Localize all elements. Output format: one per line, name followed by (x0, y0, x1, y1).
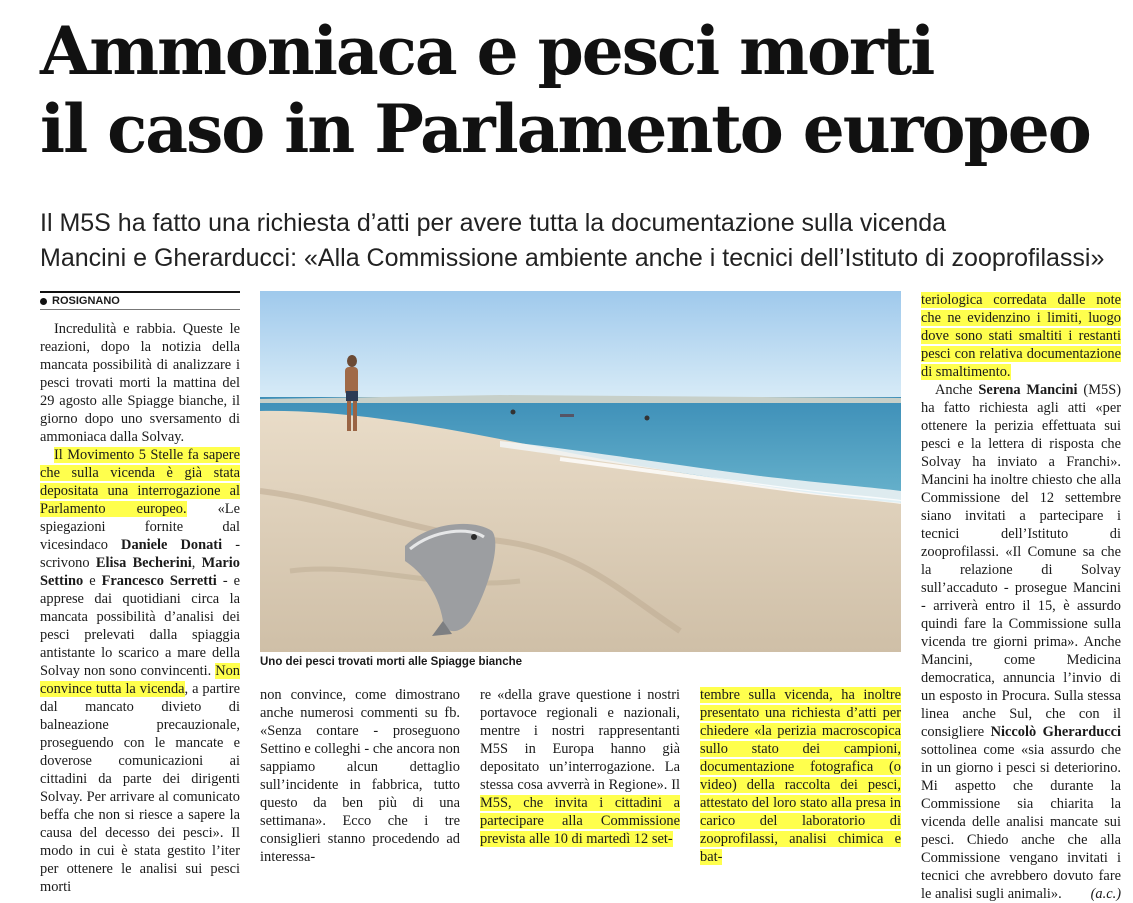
photo-caption: Uno dei pesci trovati morti alle Spiagge bianche (260, 656, 523, 668)
highlighted-text: teriologica corredata dalle note che ne evidenzino i limiti, luogo dove sono stati smaltiti i restanti pesci con relativa documentazione di smaltimento. (921, 292, 1121, 380)
text-run: (M5S) ha fatto richiesta agli atti «per ottenere la perizia effettuata sui pesci e la lettera di risposta che Solvay ha inviato a Franchi». Mancini ha inoltre chiesto che alla Commissione del 12 settembre siano invitati a partecipare i tecnici dell’Istituto di zooprofilassi. «Il Comune sa che la relazione di Solvay sull’accaduto - prosegue Mancini - arriverà entro il 15, è assurdo quindi fare la Commissione sulla vicenda tre giorni prima». Anche Mancini, come Medicina democratica, annuncia l’invio di un esposto in Procura. Sulla stessa linea anche Sul, che con il consigliere (921, 382, 1121, 740)
highlighted-text: Non convince tutta la vicenda (40, 663, 240, 697)
paragraph-mancini (921, 381, 1121, 903)
article-column-5 (921, 291, 1121, 903)
article-column-2 (260, 686, 460, 866)
text-run: re «della grave questione i nostri portavoce regionali e nazionali, mentre i nostri rappresentanti M5S in Europa hanno già depositato un’interrogazione. La stessa cosa avverrà in Regione». Il (480, 687, 680, 793)
section-kicker (40, 291, 240, 310)
paragraph-col5-top (921, 291, 1121, 381)
text-run: e (83, 573, 102, 589)
bullet-icon (40, 298, 47, 305)
text-run: «Le spiegazioni fornite dal vicesindaco (40, 501, 240, 553)
text-run: - e apprese dai quotidiani circa la mancata possibilità d’analisi dei pesci prelevati dalla spiaggia antistante lo scarico a mare della Solvay non sono convincenti. (40, 573, 240, 679)
person-name: Francesco Serretti (101, 573, 217, 589)
highlighted-text: Il Movimento 5 Stelle fa sapere che sulla vicenda è già stata depositata una interrogazione al Parlamento europeo. (40, 447, 240, 517)
headline-line-2: il caso in Parlamento europeo (40, 90, 1090, 168)
text-run: - scrivono (40, 537, 241, 571)
text-run: Anche (935, 382, 979, 398)
beach-photo (260, 291, 901, 652)
paragraph-col2: non convince, come dimostrano anche numerosi commenti su fb. «Senza contare - proseguono Settino e colleghi - che ancora non sappiamo alcun dettaglio sull’incidente in fabbrica, tutto questo da ben più di una settimana». Ecco che i tre consiglieri stanno procedendo ad interessa- (260, 687, 460, 865)
text-run: , (191, 555, 202, 571)
text-run: sottolinea come «sia assurdo che in un giorno i pesci si deteriorino. Mi aspetto che durante la Commissione sia chiarita la vicenda delle analisi mancate sui pesci. Chiedo anche che alla Commissione vengano invitati i tecnici che avrebbero dovuto fare le analisi sugli animali». (921, 742, 1121, 902)
paragraph-m5s (40, 446, 240, 896)
subtitle-line-1: Il M5S ha fatto una richiesta d’atti per avere tutta la documentazione sulla vicenda (40, 209, 947, 237)
dead-fish-on-beach-image (260, 291, 901, 652)
person-name: Daniele Donati (121, 537, 223, 553)
highlighted-text: tembre sulla vicenda, ha inoltre presentato una richiesta d’atti per chiedere «la perizia macroscopica sullo stato dei campioni, documentazione fotografica (o video) della raccolta dei pesci, attestato del loro stato alla presa in carico del laboratorio di zooprofilassi, analisi chimica e bat- (700, 687, 901, 865)
paragraph-intro: Incredulità e rabbia. Queste le reazioni, dopo la notizia della mancata possibilità di analizzare i pesci trovati morti la mattina del 29 agosto alle Spiagge bianche, il giorno dopo uno sversamento di ammoniaca dalla Solvay. (40, 321, 240, 445)
article-column-3 (480, 686, 680, 848)
person-name: Niccolò Gherarducci (990, 724, 1121, 740)
kicker-label: ROSIGNANO (52, 295, 120, 307)
article-column-4 (700, 686, 901, 866)
subtitle (40, 206, 1120, 276)
person-name: Serena Mancini (978, 382, 1078, 398)
author-signature: (a.c.) (1090, 886, 1121, 902)
highlighted-text: M5S, che invita i cittadini a partecipare alla Commissione prevista alle 10 di martedì 12 set- (480, 795, 680, 847)
headline (40, 12, 1120, 168)
headline-line-1: Ammoniaca e pesci morti (40, 12, 934, 90)
person-name: Mario Settino (40, 555, 240, 589)
paragraph-col3 (480, 686, 680, 848)
text-run: , a partire dal mancato divieto di balneazione precauzionale, proseguendo con le mancate e doverose comunicazioni ai cittadini da parte dei dirigenti Solvay. Per arrivare al comunicato beffa che non si riesce a sapere la causa del decesso dei pesci». Il modo in cui è stata gestito l’iter per ottenere le analisi sui pesci morti (40, 681, 240, 895)
paragraph-col4 (700, 686, 901, 866)
subtitle-line-2: Mancini e Gherarducci: «Alla Commissione ambiente anche i tecnici dell’Istituto di zooprofilassi» (40, 244, 1105, 272)
article-column-1 (40, 320, 240, 896)
person-name: Elisa Becherini (95, 555, 192, 571)
